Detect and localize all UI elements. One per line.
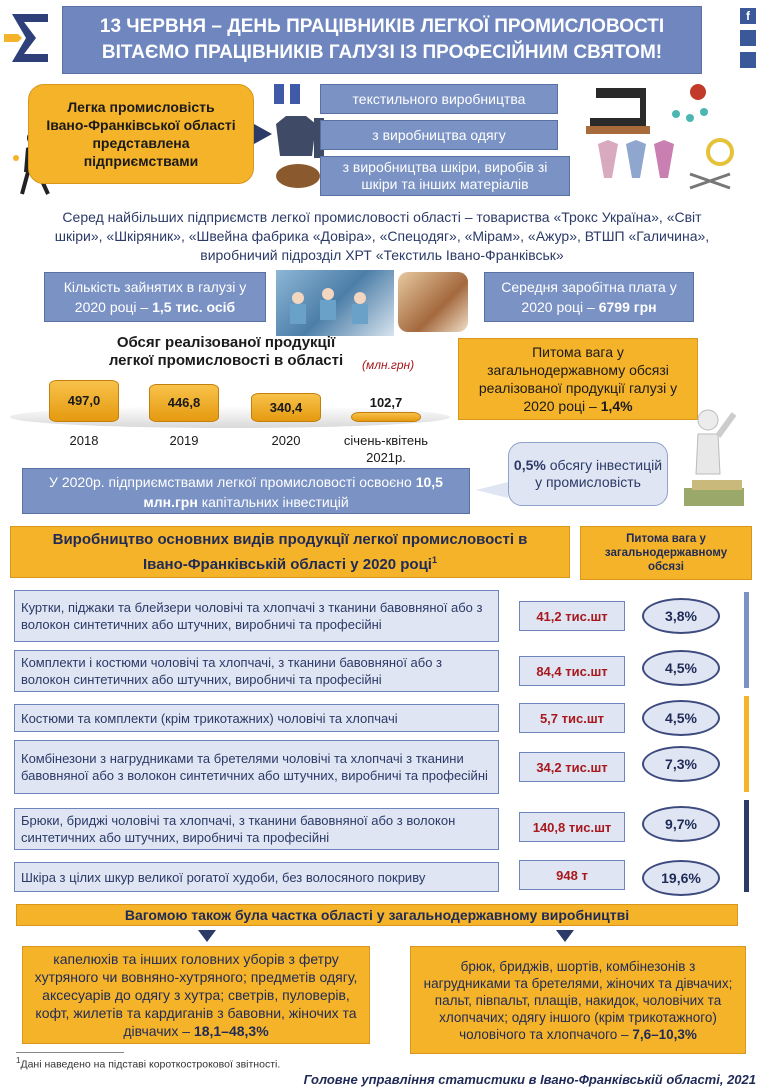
production-share-header-text: Питома вага у загальнодержавному обсязі <box>604 533 728 573</box>
money-photo <box>398 272 468 332</box>
production-row-5-name: Брюки, бриджі чоловічі та хлопчачі, з тканини бавовняної або з волокон синтетичних або штучних, виробничі та професійні <box>21 813 456 845</box>
facebook-icon[interactable]: f <box>740 8 756 24</box>
significant-left-text: капелюхів та інших головних уборів з фетру хутряного чи вовняно-хутряного; предметів одягу, аксесуарів до одягу з хутра; светрів, пуловерів, кофт, жилетів та кардиганів з бавовни, жіночих та дівчачих – <box>34 951 358 1039</box>
share-text: Питома вага у загальнодержавному обсязі реалізованої продукції галузі у 2020 році – <box>478 344 678 414</box>
production-row-3-qty: 5,7 тис.шт <box>519 703 625 733</box>
person-money-illustration <box>672 404 756 516</box>
source-line: Головне управління статистики в Івано-Франківській області, 2021 <box>303 1072 756 1087</box>
production-row-1-name: Куртки, піджаки та блейзери чоловічі та хлопчачі з тканини бавовняної або з волокон синтетичних або штучних, виробничі та професійні <box>21 600 483 632</box>
production-row-4-qty: 34,2 тис.шт <box>519 752 625 782</box>
arrow-down-left-icon <box>198 930 216 942</box>
sewing-machine-illustration <box>580 78 756 206</box>
footnote-text: Дані наведено на підставі короткострокової звітності. <box>20 1058 281 1071</box>
production-row-4-name: Комбінезони з нагрудниками та бретелями чоловічі та хлопчачі з тканини бавовняної або з волокон синтетичних або штучних, виробничі та професійні <box>21 751 488 783</box>
intro-type-textile <box>320 84 558 114</box>
employment-box <box>44 272 266 322</box>
production-row-2-qty: 84,4 тис.шт <box>519 656 625 686</box>
significant-right-value: 7,6–10,3% <box>632 1026 697 1042</box>
production-row-6 <box>14 862 499 892</box>
production-row-6-name: Шкіра з цілих шкур великої рогатої худоби, без волосяного покриву <box>21 869 426 885</box>
chart-data-label-2: 446,8 <box>167 395 201 410</box>
title-line-1: 13 ЧЕРВНЯ – ДЕНЬ ПРАЦІВНИКІВ ЛЕГКОЇ ПРОМИСЛОВОСТІ <box>99 16 665 37</box>
significant-right-box <box>410 946 746 1054</box>
production-row-6-share: 19,6% <box>642 860 720 896</box>
production-row-5-qty: 140,8 тис.шт <box>519 812 625 842</box>
production-row-1-qty: 41,2 тис.шт <box>519 601 625 631</box>
title-line-2: ВІТАЄМО ПРАЦІВНИКІВ ГАЛУЗІ ІЗ ПРОФЕСІЙНИМ СВЯТОМ! <box>101 42 663 63</box>
intro-main-text: Легка промисловість Івано-Франківської області представлена підприємствами <box>46 99 236 169</box>
intro-type-textile-label: текстильного виробництва <box>352 91 526 107</box>
chart-bar-4 <box>351 412 421 422</box>
production-row-5 <box>14 808 499 850</box>
investment-bubble <box>508 442 668 506</box>
production-row-2-name: Комплекти і костюми чоловічі та хлопчачі, з тканини бавовняної або з волокон синтетичних або штучних, виробничі та професійні <box>21 655 443 687</box>
chart-unit: (млн.грн) <box>362 358 415 372</box>
bubble-tail <box>476 482 508 498</box>
production-title-box <box>10 526 570 578</box>
footnote-divider <box>16 1052 124 1053</box>
production-row-3-share: 4,5% <box>642 700 720 736</box>
logo <box>4 8 56 68</box>
investment-bubble-text: обсягу інвестицій у промисловість <box>535 457 663 490</box>
salary-text: Середня заробітна плата у 2020 році – <box>501 279 677 315</box>
production-title: Виробництво основних видів продукції легкої промисловості в Івано-Франківській області у 2020 році <box>52 530 528 573</box>
significant-right-text: брюк, бриджів, шортів, комбінезонів з нагрудниками та бретелями, жіночих та дівчачих; пальт, півпальт, плащів, накидок, чоловічих та хлопчачих; одягу іншого (крім трикотажного) чоловічого та хлопчачого – <box>423 958 733 1042</box>
row-group-bar-blue <box>744 592 749 688</box>
intro-type-clothing-label: з виробництва одягу <box>372 127 506 143</box>
mail-icon[interactable] <box>740 52 756 68</box>
production-row-3-name: Костюми та комплекти (крім трикотажних) чоловічі та хлопчачі <box>21 710 398 726</box>
chart-data-label-4: 102,7 <box>369 395 403 410</box>
investment-main-text-2: капітальних інвестицій <box>201 494 349 510</box>
salary-value: 6799 грн <box>598 299 657 315</box>
intro-type-clothing <box>320 120 558 150</box>
chart-title: Обсяг реалізованої продукції легкої промисловості в області <box>108 334 344 369</box>
investment-main-box <box>22 468 470 514</box>
significant-title-box <box>16 904 738 926</box>
arrow-down-right-icon <box>556 930 574 942</box>
chart-area <box>0 370 460 470</box>
employment-text: Кількість зайнятих в галузі у 2020 році – <box>63 279 247 315</box>
chart-category-label-4: січень-квітень 2021р. <box>343 433 429 465</box>
share-box <box>458 338 698 420</box>
production-row-2-share: 4,5% <box>642 650 720 686</box>
production-row-4-share: 7,3% <box>642 746 720 782</box>
investment-bubble-value: 0,5% <box>513 457 546 473</box>
share-icon[interactable] <box>740 30 756 46</box>
row-group-bar-orange <box>744 696 749 792</box>
footnote <box>16 1056 280 1071</box>
significant-left-box <box>22 946 370 1044</box>
intro-main-box <box>28 84 254 184</box>
employment-value: 1,5 тис. осіб <box>152 299 236 315</box>
salary-box <box>484 272 694 322</box>
chart-data-label-1: 497,0 <box>67 393 101 408</box>
production-title-sup: 1 <box>431 554 437 565</box>
production-row-2 <box>14 650 499 692</box>
chart-category-label-2: 2019 <box>169 433 199 448</box>
page-title <box>62 6 702 74</box>
significant-title: Вагомою також була частка області у загальнодержавному виробництві <box>124 907 630 923</box>
production-row-6-qty: 948 т <box>519 860 625 890</box>
significant-left-value: 18,1–48,3% <box>193 1023 269 1039</box>
production-row-3 <box>14 704 499 732</box>
production-row-1 <box>14 590 499 642</box>
production-share-header <box>580 526 752 580</box>
share-value: 1,4% <box>600 398 633 414</box>
enterprises-text: Серед найбільших підприємств легкої промисловості області – товариства «Трокс Україна», «Світ шкіри», «Шкіряник», «Швейна фабрика «Довіра», «Спецодяг», «Мірам», «Ажур», ВТШП «Галичина», виробничий підрозділ ХРТ «Текстиль Івано-Франківськ» <box>54 209 710 263</box>
chart-category-label-1: 2018 <box>69 433 99 448</box>
intro-type-leather <box>320 156 570 196</box>
production-row-5-share: 9,7% <box>642 806 720 842</box>
investment-main-value: 10,5 млн.грн <box>143 474 443 510</box>
intro-type-leather-label: з виробництва шкіри, виробів зі шкіри та інших матеріалів <box>342 159 548 192</box>
row-group-bar-navy <box>744 800 749 892</box>
footnote-sup: 1 <box>16 1056 21 1065</box>
chart-category-label-3: 2020 <box>271 433 301 448</box>
chart-data-label-3: 340,4 <box>269 399 303 415</box>
production-row-1-share: 3,8% <box>642 598 720 634</box>
production-row-4 <box>14 740 499 794</box>
factory-photo <box>276 270 394 336</box>
investment-main-text-1: У 2020р. підприємствами легкої промисловості освоєно <box>49 474 412 490</box>
